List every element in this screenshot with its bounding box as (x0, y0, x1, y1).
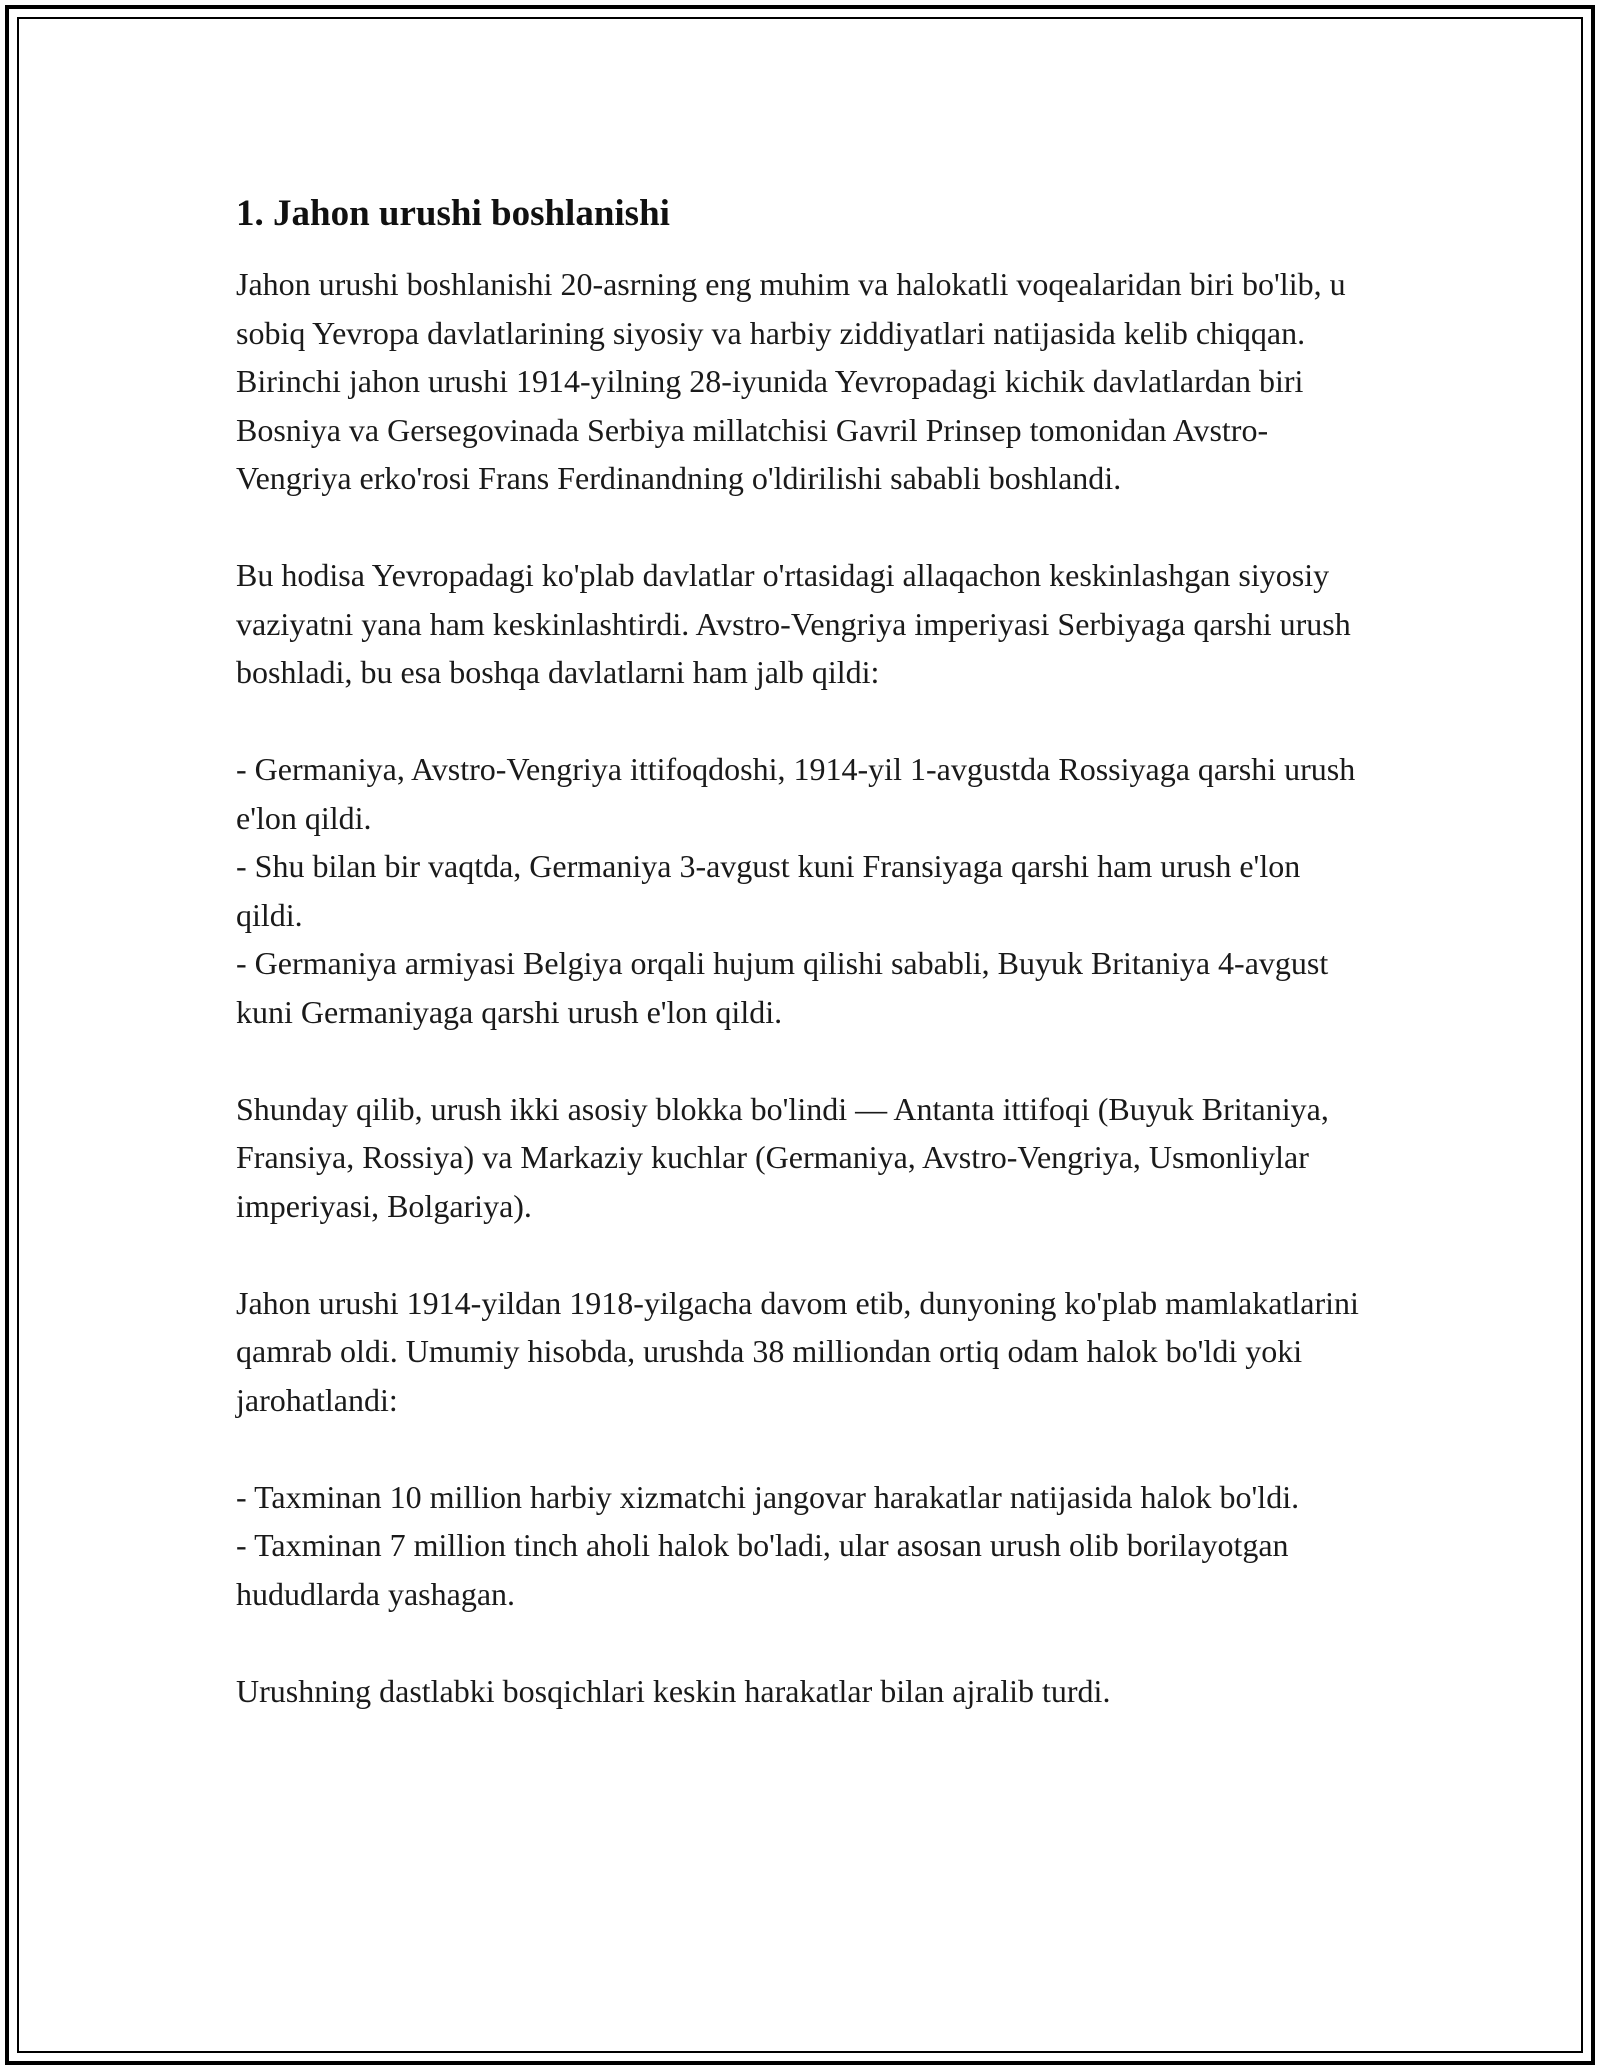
document-body (236, 190, 1366, 1715)
bullet-list-declarations (236, 745, 1366, 1036)
paragraph-conclusion: Urushning dastlabki bosqichlari keskin harakatlar bilan ajralib turdi. (236, 1672, 1111, 1709)
list-item: - Taxminan 10 million harbiy xizmatchi jangovar harakatlar natijasida halok bo'ldi. (236, 1478, 1300, 1515)
list-item: - Germaniya armiyasi Belgiya orqali hujum qilishi sababli, Buyuk Britaniya 4-avgust kuni Germaniyaga qarshi urush e'lon qildi. (236, 945, 1329, 1030)
list-item: - Shu bilan bir vaqtda, Germaniya 3-avgust kuni Fransiyaga qarshi ham urush e'lon qildi. (236, 848, 1301, 933)
list-item: - Germaniya, Avstro-Vengriya ittifoqdoshi, 1914-yil 1-avgustda Rossiyaga qarshi urush e'lon qildi. (236, 751, 1356, 836)
paragraph-casualties: Jahon urushi 1914-yildan 1918-yilgacha davom etib, dunyoning ko'plab mamlakatlarini qamrab oldi. Umumiy hisobda, urushda 38 milliondan ortiq odam halok bo'ldi yoki jarohatlandi: (236, 1284, 1359, 1418)
bullet-list-casualties (236, 1473, 1366, 1619)
paragraph-intro: Jahon urushi boshlanishi 20-asrning eng muhim va halokatli voqealaridan biri bo'lib, u sobiq Yevropa davlatlarining siyosiy va harbiy ziddiyatlari natijasida kelib chiqqan. Birinchi jahon urushi 1914-yilning 28-iyunida Yevropadagi kichik davlatlardan biri Bosniya va Gersegovinada Serbiya millatchisi Gavril Prinsep tomonidan Avstro-Vengriya erko'rosi Frans Ferdinandning o'ldirilishi sababli boshlandi. (236, 266, 1346, 496)
document-title: 1. Jahon urushi boshlanishi (236, 193, 670, 234)
paragraph-blocs: Shunday qilib, urush ikki asosiy blokka bo'lindi — Antanta ittifoqi (Buyuk Britaniya, Fransiya, Rossiya) va Markaziy kuchlar (Germaniya, Avstro-Vengriya, Usmonliylar imperiyasi, Bolgariya). (236, 1090, 1329, 1224)
paragraph-escalation: Bu hodisa Yevropadagi ko'plab davlatlar o'rtasidagi allaqachon keskinlashgan siyosiy vaziyatni yana ham keskinlashtirdi. Avstro-Vengriya imperiyasi Serbiyaga qarshi urush boshladi, bu esa boshqa davlatlarni ham jalb qildi: (236, 557, 1351, 690)
list-item: - Taxminan 7 million tinch aholi halok bo'ladi, ular asosan urush olib borilayotgan hududlarda yashagan. (236, 1527, 1289, 1612)
